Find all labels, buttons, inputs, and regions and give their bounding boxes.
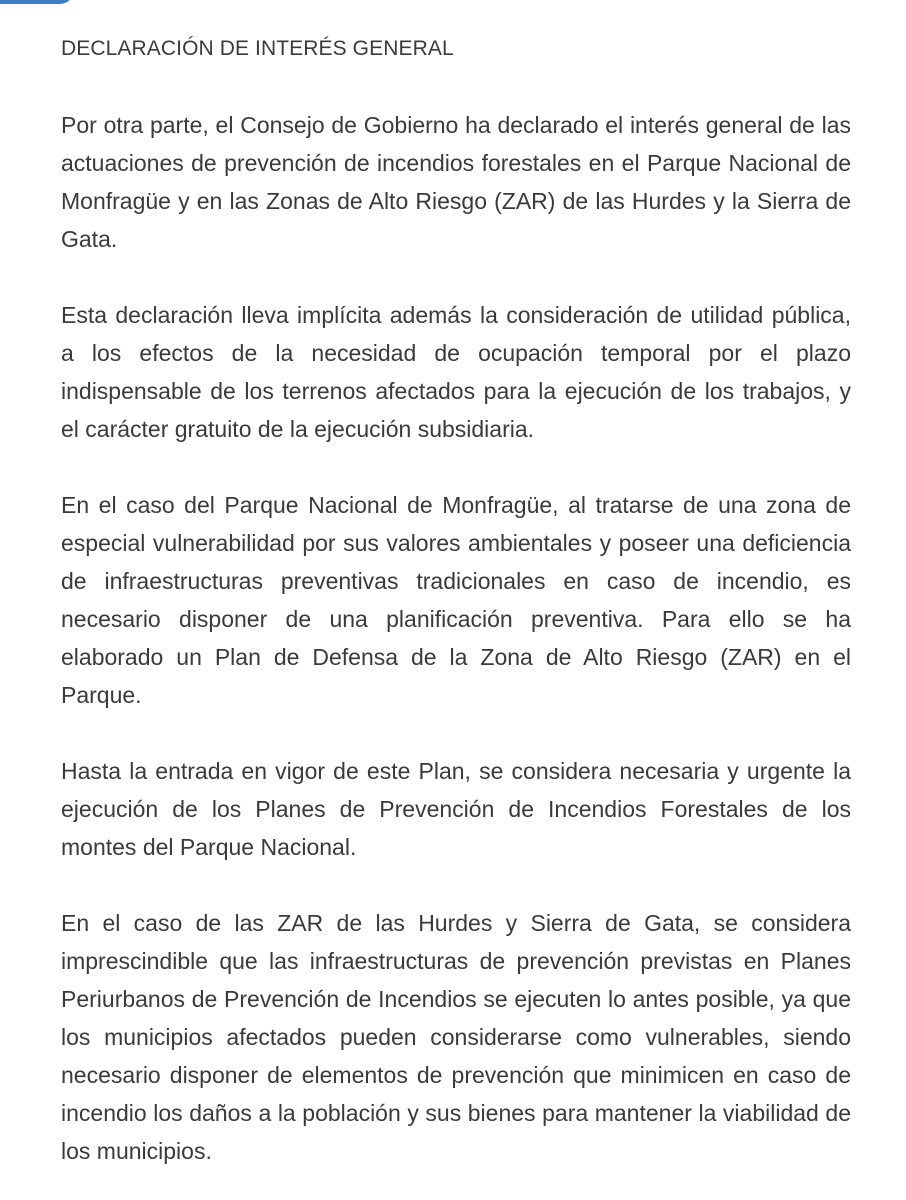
- top-tab-button[interactable]: [0, 0, 74, 4]
- paragraph-4: Hasta la entrada en vigor de este Plan, se considera necesaria y urgente la ejecución de los Planes de Prevención de Incendios Forestales de los montes del Parque Nacional.: [61, 758, 851, 860]
- article-body: [61, 30, 851, 1170]
- paragraph-3: En el caso del Parque Nacional de Monfragüe, al tratarse de una zona de especial vulnerabilidad por sus valores ambientales y poseer una deficiencia de infraestructuras preventivas tradicionales en caso de incendio, es necesario disponer de una planificación preventiva. Para ello se ha elaborado un Plan de Defensa de la Zona de Alto Riesgo (ZAR) en el Parque.: [61, 492, 851, 708]
- section-heading: DECLARACIÓN DE INTERÉS GENERAL: [61, 37, 454, 60]
- paragraph-1: Por otra parte, el Consejo de Gobierno ha declarado el interés general de las actuaciones de prevención de incendios forestales en el Parque Nacional de Monfragüe y en las Zonas de Alto Riesgo (ZAR) de las Hurdes y la Sierra de Gata.: [61, 112, 851, 252]
- paragraph-2: Esta declaración lleva implícita además la consideración de utilidad pública, a los efectos de la necesidad de ocupación temporal por el plazo indispensable de los terrenos afectados para la ejecución de los trabajos, y el carácter gratuito de la ejecución subsidiaria.: [61, 302, 851, 442]
- paragraph-5: En el caso de las ZAR de las Hurdes y Sierra de Gata, se considera imprescindible que las infraestructuras de prevención previstas en Planes Periurbanos de Prevención de Incendios se ejecuten lo antes posible, ya que los municipios afectados pueden considerarse como vulnerables, siendo necesario disponer de elementos de prevención que minimicen en caso de incendio los daños a la población y sus bienes para mantener la viabilidad de los municipios.: [61, 910, 851, 1164]
